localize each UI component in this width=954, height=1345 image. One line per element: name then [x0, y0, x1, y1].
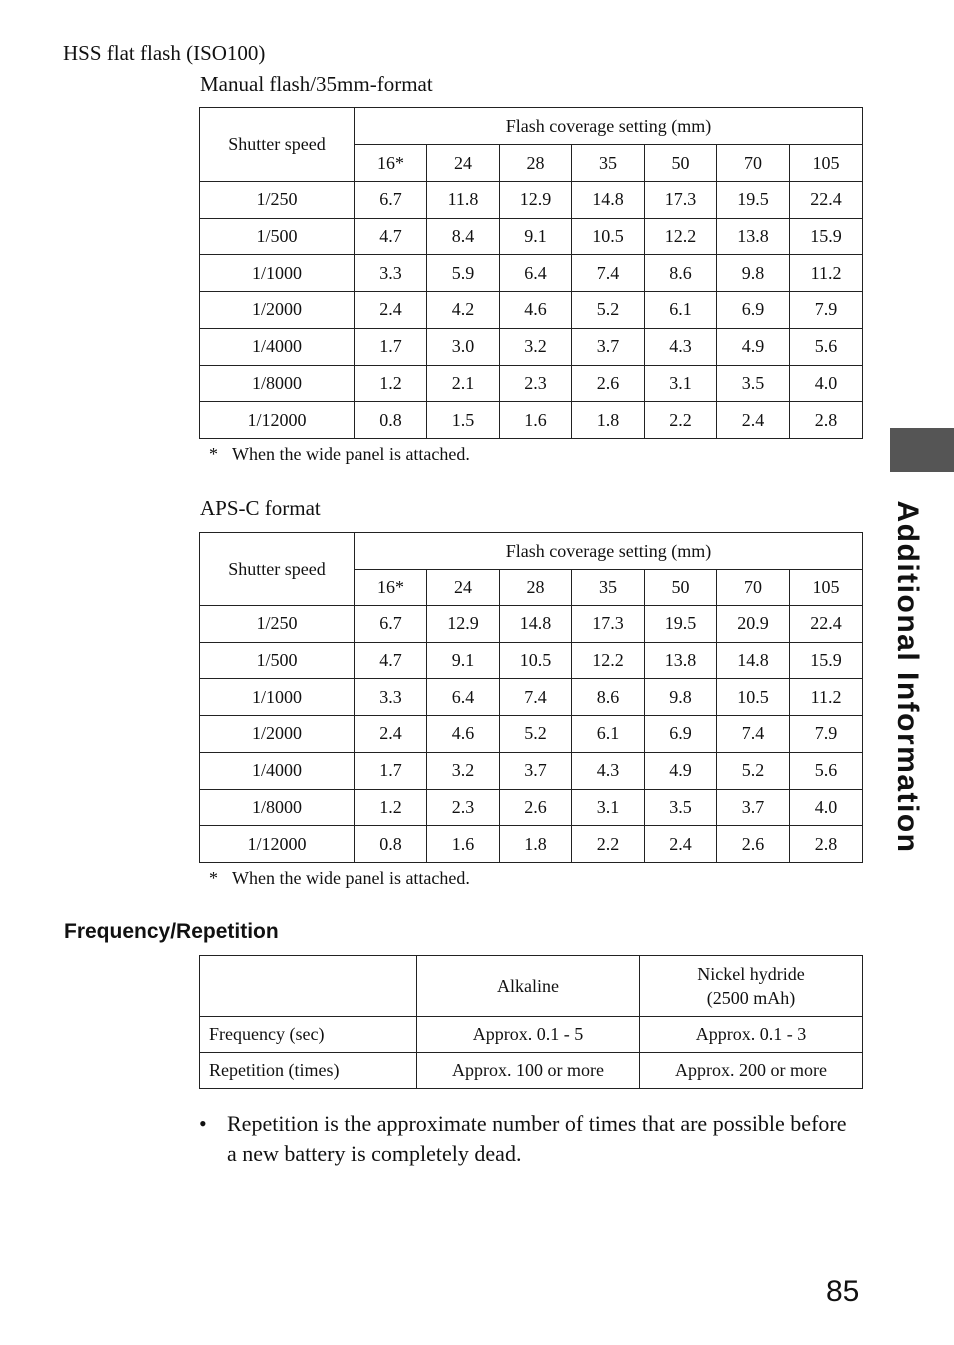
table-cell: 2.3 [500, 365, 572, 402]
header-alkaline: Alkaline [417, 956, 640, 1017]
row-label: 1/250 [200, 606, 355, 643]
table-cell: 5.9 [427, 255, 500, 292]
column-header: 24 [427, 145, 500, 182]
subtitle-manual-flash: Manual flash/35mm-format [200, 72, 433, 96]
table-cell: 3.5 [717, 365, 790, 402]
table-row [200, 255, 863, 292]
table-cell: 22.4 [790, 182, 863, 219]
table-cell: 11.2 [790, 255, 863, 292]
row-label: 1/1000 [200, 255, 355, 292]
table-cell: 1.2 [355, 789, 427, 826]
table-cell: 1.7 [355, 328, 427, 365]
table-cell: 2.6 [717, 826, 790, 863]
table-row [200, 826, 863, 863]
table-cell: 7.4 [572, 255, 645, 292]
table-cell: 1.5 [427, 402, 500, 439]
table-cell: 3.1 [572, 789, 645, 826]
header-flash-coverage: Flash coverage setting (mm) [355, 108, 863, 145]
table-cell: 12.9 [427, 606, 500, 643]
footnote-manual [209, 444, 470, 465]
table-cell: 2.4 [645, 826, 717, 863]
frequency-table [199, 955, 863, 1089]
table-cell: 5.2 [572, 292, 645, 329]
table-cell: 1.6 [427, 826, 500, 863]
footnote-text: When the wide panel is attached. [232, 444, 470, 464]
table-cell: 5.2 [500, 716, 572, 753]
table-row [200, 789, 863, 826]
table-cell: Approx. 0.1 - 3 [640, 1017, 863, 1053]
table-row [200, 606, 863, 643]
table-cell: 9.1 [500, 218, 572, 255]
table-cell: 2.8 [790, 826, 863, 863]
row-label: Repetition (times) [200, 1053, 417, 1089]
table-cell: 1.2 [355, 365, 427, 402]
table-cell: 2.2 [645, 402, 717, 439]
table-cell: Approx. 200 or more [640, 1053, 863, 1089]
table-cell: 2.4 [355, 292, 427, 329]
table-row [200, 1053, 863, 1089]
table-cell: 6.4 [500, 255, 572, 292]
side-tab-block [890, 428, 954, 472]
table-cell: 6.9 [645, 716, 717, 753]
column-header: 35 [572, 570, 645, 606]
table-cell: 12.9 [500, 182, 572, 219]
row-label: 1/12000 [200, 402, 355, 439]
table-cell: 22.4 [790, 606, 863, 643]
table-cell: 13.8 [717, 218, 790, 255]
table-cell: 5.2 [717, 752, 790, 789]
table-cell: 10.5 [500, 642, 572, 679]
column-header: 105 [790, 570, 863, 606]
column-header: 70 [717, 145, 790, 182]
table-cell: 7.4 [717, 716, 790, 753]
table-cell: 4.3 [645, 328, 717, 365]
row-label: 1/500 [200, 218, 355, 255]
table-cell: 3.1 [645, 365, 717, 402]
table-cell: 1.7 [355, 752, 427, 789]
row-label: 1/8000 [200, 789, 355, 826]
footnote-aps-c [209, 868, 470, 889]
table-cell: 17.3 [645, 182, 717, 219]
table-cell: 6.7 [355, 182, 427, 219]
column-header: 50 [645, 570, 717, 606]
header-nickel-hydride [640, 956, 863, 1017]
table-row [200, 402, 863, 439]
table-cell: 9.8 [645, 679, 717, 716]
table-cell: 6.9 [717, 292, 790, 329]
table-cell: 3.3 [355, 679, 427, 716]
table-cell: 14.8 [500, 606, 572, 643]
column-header: 16* [355, 570, 427, 606]
table-cell: 1.8 [500, 826, 572, 863]
header-nickel-line2: (2500 mAh) [706, 988, 796, 1008]
column-header: 28 [500, 570, 572, 606]
row-label: 1/1000 [200, 679, 355, 716]
table-cell: 9.1 [427, 642, 500, 679]
table-cell: 15.9 [790, 642, 863, 679]
table-cell: 7.9 [790, 716, 863, 753]
table-cell: 4.9 [717, 328, 790, 365]
table-cell: Approx. 100 or more [417, 1053, 640, 1089]
table-cell: 6.1 [572, 716, 645, 753]
row-label: 1/8000 [200, 365, 355, 402]
subtitle-aps-c: APS-C format [200, 496, 321, 520]
header-flash-coverage: Flash coverage setting (mm) [355, 533, 863, 570]
footnote-mark: * [209, 444, 218, 464]
table-row [200, 679, 863, 716]
header-nickel-line1: Nickel hydride [697, 964, 805, 984]
column-header: 105 [790, 145, 863, 182]
table-cell: 3.5 [645, 789, 717, 826]
table-cell: 13.8 [645, 642, 717, 679]
manual-flash-table [199, 107, 863, 439]
table-cell: 2.4 [717, 402, 790, 439]
table-cell: 3.7 [500, 752, 572, 789]
table-cell: 14.8 [572, 182, 645, 219]
table-cell: 5.6 [790, 328, 863, 365]
row-label: 1/500 [200, 642, 355, 679]
table-cell: 2.6 [572, 365, 645, 402]
table-cell: 2.2 [572, 826, 645, 863]
table-cell: 2.4 [355, 716, 427, 753]
table-cell: 3.0 [427, 328, 500, 365]
row-label: 1/12000 [200, 826, 355, 863]
table-cell: 19.5 [645, 606, 717, 643]
table-cell: 17.3 [572, 606, 645, 643]
table-cell: 4.9 [645, 752, 717, 789]
table-cell: 6.1 [645, 292, 717, 329]
table-cell: 15.9 [790, 218, 863, 255]
table-row [200, 182, 863, 219]
row-label: 1/250 [200, 182, 355, 219]
table-cell: 20.9 [717, 606, 790, 643]
table-cell: 3.7 [717, 789, 790, 826]
table-cell: 3.3 [355, 255, 427, 292]
row-label: 1/4000 [200, 328, 355, 365]
row-label: 1/4000 [200, 752, 355, 789]
header-shutter-speed: Shutter speed [200, 533, 355, 606]
bullet-mark: • [199, 1111, 207, 1136]
table-cell: 7.9 [790, 292, 863, 329]
table-cell: 6.4 [427, 679, 500, 716]
table-cell: 3.2 [500, 328, 572, 365]
table-cell: 4.2 [427, 292, 500, 329]
column-header: 28 [500, 145, 572, 182]
table-row [200, 365, 863, 402]
table-cell: 0.8 [355, 402, 427, 439]
table-cell: 4.3 [572, 752, 645, 789]
table-cell: 1.6 [500, 402, 572, 439]
table-cell: Approx. 0.1 - 5 [417, 1017, 640, 1053]
table-cell: 0.8 [355, 826, 427, 863]
table-cell: 19.5 [717, 182, 790, 219]
table-row [200, 1017, 863, 1053]
table-cell: 1.8 [572, 402, 645, 439]
table-cell: 4.7 [355, 642, 427, 679]
bullet-text: Repetition is the approximate number of times that are possible before a new battery is completely dead. [227, 1111, 847, 1166]
column-header: 50 [645, 145, 717, 182]
table-cell: 9.8 [717, 255, 790, 292]
table-row [200, 716, 863, 753]
table-cell: 6.7 [355, 606, 427, 643]
table-cell: 8.4 [427, 218, 500, 255]
table-row [200, 642, 863, 679]
table-cell: 5.6 [790, 752, 863, 789]
section-title-frequency: Frequency/Repetition [64, 920, 279, 943]
column-header: 35 [572, 145, 645, 182]
table-cell: 2.8 [790, 402, 863, 439]
table-cell: 10.5 [572, 218, 645, 255]
table-cell: 4.0 [790, 789, 863, 826]
table-cell: 8.6 [572, 679, 645, 716]
table-cell: 10.5 [717, 679, 790, 716]
table-cell: 3.2 [427, 752, 500, 789]
table-cell: 2.3 [427, 789, 500, 826]
table-cell: 7.4 [500, 679, 572, 716]
row-label: 1/2000 [200, 716, 355, 753]
table-cell: 4.7 [355, 218, 427, 255]
table-cell: 12.2 [572, 642, 645, 679]
table-cell: 11.2 [790, 679, 863, 716]
header-empty-cell [200, 956, 417, 1017]
column-header: 16* [355, 145, 427, 182]
table-cell: 4.0 [790, 365, 863, 402]
table-cell: 2.6 [500, 789, 572, 826]
header-shutter-speed: Shutter speed [200, 108, 355, 182]
table-cell: 8.6 [645, 255, 717, 292]
footnote-mark: * [209, 868, 218, 888]
footnote-text: When the wide panel is attached. [232, 868, 470, 888]
table-row [200, 218, 863, 255]
table-cell: 3.7 [572, 328, 645, 365]
table-row [200, 752, 863, 789]
row-label: Frequency (sec) [200, 1017, 417, 1053]
table-cell: 11.8 [427, 182, 500, 219]
table-cell: 2.1 [427, 365, 500, 402]
aps-c-table [199, 532, 863, 863]
page-number: 85 [826, 1275, 860, 1308]
section-title-hss: HSS flat flash (ISO100) [63, 41, 266, 65]
table-cell: 12.2 [645, 218, 717, 255]
row-label: 1/2000 [200, 292, 355, 329]
side-tab-label: Additional Information [891, 500, 924, 854]
table-cell: 4.6 [500, 292, 572, 329]
table-cell: 4.6 [427, 716, 500, 753]
column-header: 24 [427, 570, 500, 606]
table-row [200, 292, 863, 329]
table-row [200, 328, 863, 365]
column-header: 70 [717, 570, 790, 606]
table-cell: 14.8 [717, 642, 790, 679]
